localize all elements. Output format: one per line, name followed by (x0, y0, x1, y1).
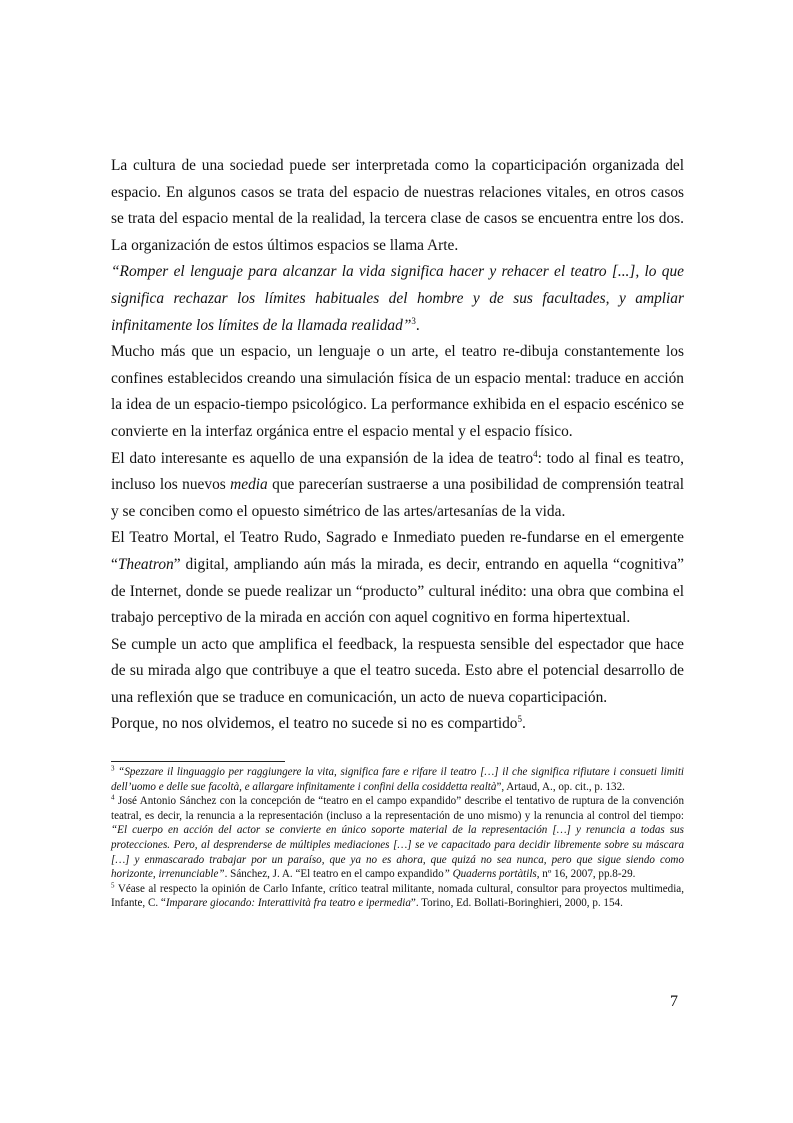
footnote-4-journal: Quaderns portàtils (452, 868, 537, 881)
page-number: 7 (670, 993, 678, 1010)
footnote-ref-5[interactable]: 5 (517, 714, 522, 725)
paragraph-7-end: . (522, 715, 526, 733)
footnote-3-citation: ”, Artaud, A., op. cit., p. 132. (496, 780, 625, 793)
footnote-ref-3[interactable]: 3 (411, 315, 416, 326)
paragraph-4-c: que parecerían sustraerse a una posibilidad de comprensión teatral y se conciben como el opuesto simétrico de las artes/artesanías de la vida. (111, 476, 684, 520)
paragraph-1 (111, 153, 684, 259)
footnote-5-number: 5 (111, 881, 115, 890)
artaud-quote: “Romper el lenguaje para alcanzar la vida significa hacer y rehacer el teatro [...], lo que significa rechazar los límites habituales del hombre y de sus facultades, y ampliar infinitamente los límites de la llamada realidad” (111, 263, 684, 334)
media-term: media (230, 476, 268, 494)
main-text (111, 153, 684, 738)
paragraph-5-a: El Teatro Mortal, el Teatro Rudo, Sagrado e Inmediato pueden re-fundarse en el emergente “ (111, 529, 684, 573)
paragraph-1-text: La cultura de una sociedad puede ser interpretada como la coparticipación organizada del espacio. En algunos casos se trata del espacio de nuestras relaciones vitales, en otros casos se trata del espacio mental de la realidad, la tercera clase de casos se encuentra entre los dos. La organización de estos últimos espacios se llama Arte. (111, 157, 684, 254)
footnote-4-quote: “El cuerpo en acción del actor se convierte en único soporte material de la representación […] y renuncia a todas sus protecciones. Pero, al desprenderse de múltiples mediaciones […] se ve capacitado para decidir libremente sobre su máscara […] y enmascarado trabajar por un paraíso, que ya no es ahora, que quizá no sea nunca, pero que sigue siendo como horizonte, irrenunciable” (111, 824, 684, 881)
theatron-term: Theatron (117, 555, 174, 573)
paragraph-4 (111, 446, 684, 526)
paragraph-quote-end: . (415, 316, 420, 334)
footnote-4-citation: . Sánchez, J. A. “El teatro en el campo expandido (224, 868, 444, 881)
paragraph-4-b: : todo al final es teatro, incluso los nuevos (111, 449, 685, 494)
footnote-3 (111, 765, 684, 794)
footnote-separator (111, 761, 285, 762)
paragraph-7-text: Porque, no nos olvidemos, el teatro no sucede si no es compartido (111, 715, 518, 733)
footnote-5-citation: ”. Torino, Ed. Bollati-Boringhieri, 2000, p. 154. (410, 897, 623, 910)
paragraph-4-a: El dato interesante es aquello de una expansión de la idea de teatro (111, 449, 534, 467)
footnote-4-text: José Antonio Sánchez con la concepción de “teatro en el campo expandido” describe el tentativo de ruptura de la convención teatral, es decir, la renuncia a la representación (incluso a la representación de uno mismo) y la renuncia al control del tiempo: (111, 795, 684, 822)
paragraph-5 (111, 525, 684, 631)
footnote-ref-4[interactable]: 4 (533, 448, 538, 459)
footnote-5-title: Imparare giocando: Interattività fra teatro e ipermedia (165, 897, 411, 910)
footnote-5 (111, 882, 684, 911)
footnote-4-number: 4 (111, 793, 115, 802)
footnote-4-closing-quote: ” (443, 868, 453, 881)
footnote-3-quote: “Spezzare il linguaggio per raggiungere la vita, significa fare e rifare il teatro […] il che significa rifiutare i consueti limiti dell’uomo e delle sue facoltà, e allargare infinitamente i confini della cosiddetta realtà (111, 766, 684, 793)
paragraph-3-text: Mucho más que un espacio, un lenguaje o un arte, el teatro re-dibuja constantemente los confines establecidos creando una simulación física de un espacio mental: traduce en acción la idea de un espacio-tiempo psicológico. La performance exhibida en el espacio escénico se convierte en la interfaz orgánica entre el espacio mental y el espacio físico. (111, 343, 684, 440)
paragraph-quote (111, 259, 684, 339)
paragraph-6 (111, 632, 684, 712)
footnote-4-details: , nº 16, 2007, pp.8-29. (536, 868, 636, 881)
paragraph-7 (111, 711, 684, 738)
footnote-3-number: 3 (111, 764, 115, 773)
paragraph-3 (111, 339, 684, 445)
paragraph-6-text: Se cumple un acto que amplifica el feedback, la respuesta sensible del espectador que hace de su mirada algo que contribuye a que el teatro suceda. Esto abre el potencial desarrollo de una reflexión que se traduce en comunicación, un acto de nueva coparticipación. (111, 635, 684, 706)
footnote-5-text: Véase al respecto la opinión de Carlo Infante, crítico teatral militante, nomada cultural, consultor para proyectos multimedia, Infante, C. “ (111, 882, 684, 910)
footnotes (111, 765, 684, 911)
footnote-4 (111, 794, 684, 882)
paragraph-5-b: ” digital, ampliando aún más la mirada, es decir, entrando en aquella “cognitiva” de Internet, donde se puede realizar un “producto” cultural inédito: una obra que combina el trabajo perceptivo de la mirada en acción con aquel cognitivo en forma hipertextual. (111, 555, 684, 627)
